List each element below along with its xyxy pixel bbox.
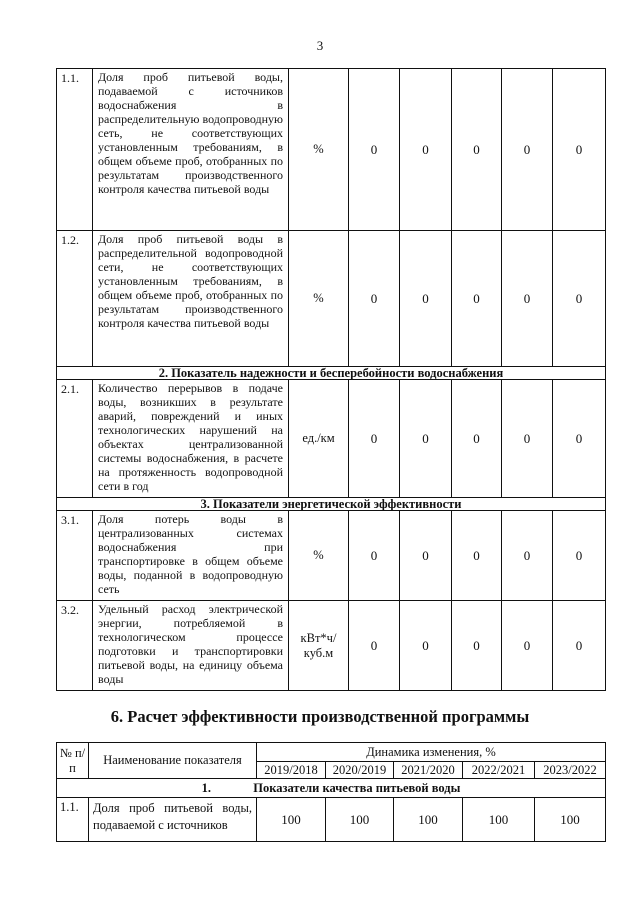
row-number: 3.1. [57,511,93,601]
year-header: 2023/2022 [535,762,606,779]
table-row [57,601,606,691]
year-header: 2020/2019 [326,762,394,779]
value-cell: 100 [257,798,326,842]
value-cell: 100 [394,798,463,842]
unit: % [289,231,349,367]
table-row [57,511,606,601]
value-cell: 0 [452,69,502,231]
value-cell: 0 [400,511,452,601]
efficiency-table [56,742,606,842]
indicator-name: Доля проб питьевой воды в распределительной водопроводной сети, не соответствующих установленным требованиям, в общем объеме проб, отобранных по результатам производственного контроля качества питьевой воды [93,231,289,367]
unit: % [289,69,349,231]
section-title: Показатели качества питьевой воды [253,780,461,795]
value-cell: 0 [349,511,400,601]
unit: % [289,511,349,601]
value-cell: 0 [349,601,400,691]
value-cell: 0 [400,601,452,691]
section-row [57,498,606,511]
value-cell: 0 [400,231,452,367]
col-num-header: № п/п [57,743,89,779]
section-title: 2. Показатель надежности и бесперебойности водоснабжения [57,367,606,380]
value-cell: 0 [452,231,502,367]
indicator-name: Удельный расход электрической энергии, потребляемой в технологическом процессе подготовки и транспортировки питьевой воды, на единицу объема воды [93,601,289,691]
value-cell: 0 [400,69,452,231]
value-cell: 0 [502,380,553,498]
indicator-name: Доля проб питьевой воды, подаваемой с источников водоснабжения в распределительную водопроводную сеть, не соответствующих установленным требованиям, в общем объеме проб, отобранных по результатам производственного контроля качества питьевой воды [93,69,289,231]
indicator-name: Количество перерывов в подаче воды, возникших в результате аварий, повреждений и иных технологических нарушений на объектах централизованной системы водоснабжения, в расчете на протяженность водопроводной сети в год [93,380,289,498]
section-heading: 6. Расчет эффективности производственной программы [110,707,530,726]
value-cell: 0 [349,380,400,498]
table-row [57,380,606,498]
row-number: 2.1. [57,380,93,498]
value-cell: 0 [553,511,606,601]
value-cell: 100 [326,798,394,842]
indicator-name: Доля потерь воды в централизованных системах водоснабжения при транспортировке в общем объеме воды, поданной в водопроводную сеть [93,511,289,601]
value-cell: 0 [349,231,400,367]
value-cell: 0 [400,380,452,498]
row-number: 1.2. [57,231,93,367]
table-row [57,798,606,842]
year-header: 2022/2021 [463,762,535,779]
value-cell: 0 [502,69,553,231]
value-cell: 0 [452,601,502,691]
value-cell: 0 [553,380,606,498]
value-cell: 100 [463,798,535,842]
section-number: 1. [201,780,211,795]
value-cell: 0 [553,231,606,367]
row-number: 1.1. [57,69,93,231]
value-cell: 0 [502,231,553,367]
year-header: 2021/2020 [394,762,463,779]
value-cell: 100 [535,798,606,842]
value-cell: 0 [553,69,606,231]
unit: кВт*ч/ куб.м [289,601,349,691]
col-name-header: Наименование показателя [89,743,257,779]
value-cell: 0 [553,601,606,691]
indicator-name: Доля проб питьевой воды, подаваемой с источников [89,798,257,842]
row-number: 3.2. [57,601,93,691]
value-cell: 0 [452,380,502,498]
section-row [57,779,606,798]
section-row [57,367,606,380]
row-number: 1.1. [57,798,89,842]
value-cell: 0 [349,69,400,231]
value-cell: 0 [452,511,502,601]
table-row [57,231,606,367]
unit: ед./км [289,380,349,498]
year-header: 2019/2018 [257,762,326,779]
page-number: 3 [316,38,324,53]
dynamics-header: Динамика изменения, % [257,743,606,762]
table-row [57,69,606,231]
value-cell: 0 [502,601,553,691]
section-title: 3. Показатели энергетической эффективности [57,498,606,511]
header-row [57,743,606,762]
value-cell: 0 [502,511,553,601]
indicators-table [56,68,606,691]
